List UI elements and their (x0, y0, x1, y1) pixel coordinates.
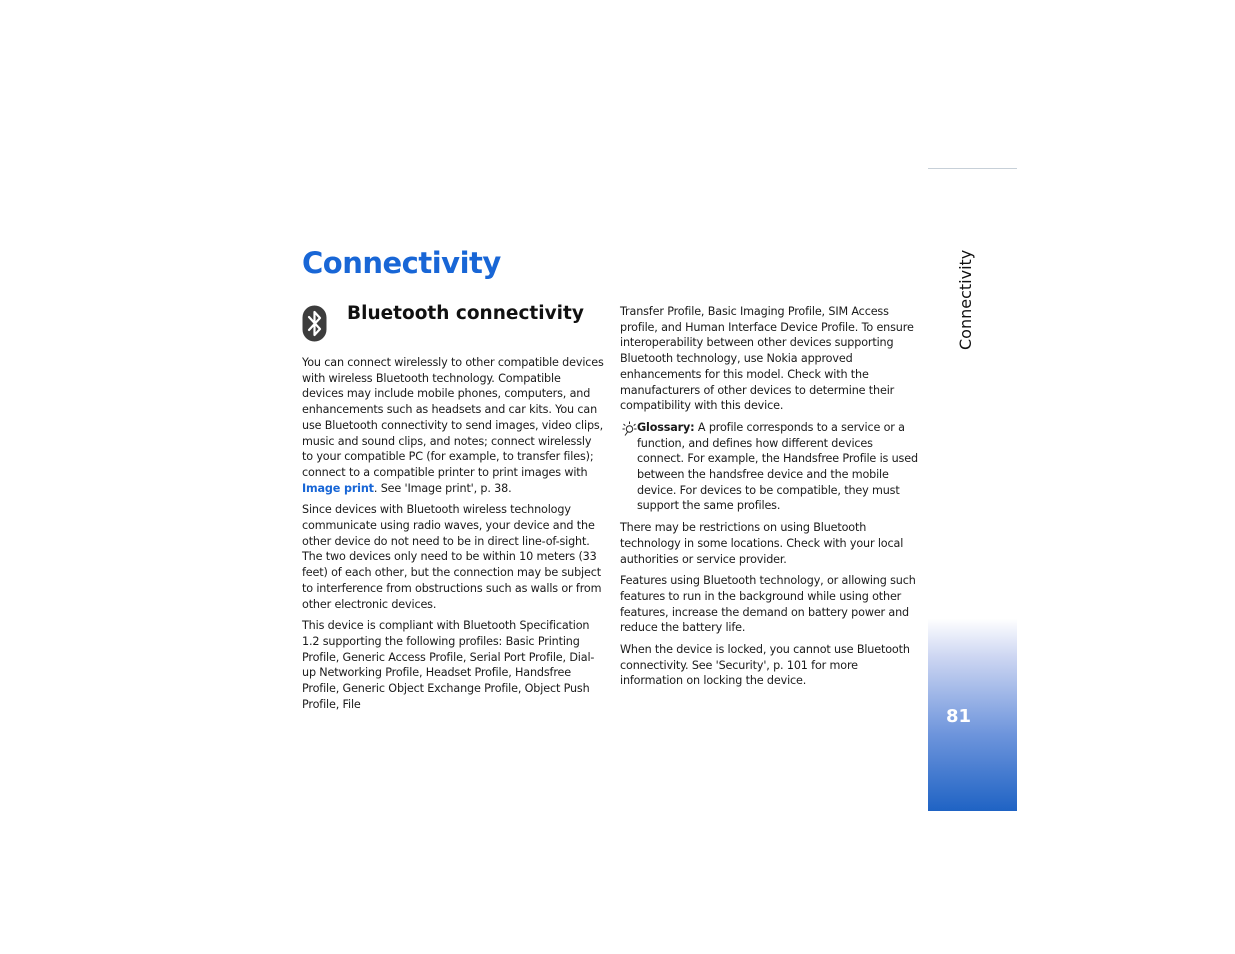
page-title: Connectivity (302, 246, 501, 280)
radio-waves-paragraph: Since devices with Bluetooth wireless technology communicate using radio waves, your device and the other device do not need to be in direct line-of-sight. The two devices only need to be within 10 meters (33 feet) of each other, but the connection may be subject to interference from obstructions such as walls or from other electronic devices. (302, 503, 602, 611)
left-column (302, 355, 604, 718)
page-number: 81 (946, 706, 972, 727)
restrictions-paragraph: There may be restrictions on using Bluetooth technology in some locations. Check with your local authorities or service provider. (620, 521, 904, 566)
section-heading: Bluetooth connectivity (347, 303, 584, 324)
side-tab-label: Connectivity (956, 249, 975, 350)
battery-paragraph: Features using Bluetooth technology, or allowing such features to run in the background while using other features, increase the demand on battery power and reduce the battery life. (620, 574, 916, 635)
intro-paragraph: You can connect wirelessly to other compatible devices with wireless Bluetooth technology. Compatible devices may include mobile phones, computers, and enhancements such as headsets and car kits. You can use Bluetooth connectivity to send images, video clips, music and sound clips, and notes; connect wirelessly to your compatible PC (for example, to transfer files); connect to a compatible printer to print images with Image print. See 'Image print', p. 38. (302, 356, 604, 495)
glossary-note (620, 420, 920, 514)
right-column (620, 304, 920, 695)
locked-paragraph: When the device is locked, you cannot use Bluetooth connectivity. See 'Security', p. 101 for more information on locking the device. (620, 643, 910, 688)
tip-icon (622, 421, 637, 436)
bluetooth-icon (302, 305, 327, 342)
glossary-text: A profile corresponds to a service or a function, and defines how different devices connect. For example, the Handsfree Profile is used between the handsfree device and the mobile device. For devices to be compatible, they must support the same profiles. (637, 420, 918, 513)
profiles-paragraph: This device is compliant with Bluetooth Specification 1.2 supporting the following profiles: Basic Printing Profile, Generic Access Profile, Serial Port Profile, Dial-up Networking Profile, Headset Profile, Handsfree Profile, Generic Object Exchange Profile, Object Push Profile, File (302, 619, 595, 711)
profiles-continued-paragraph: Transfer Profile, Basic Imaging Profile, SIM Access profile, and Human Interface Device Profile. To ensure interoperability between other devices supporting Bluetooth technology, use Nokia approved enhancements for this model. Check with the manufacturers of other devices to determine their compatibility with this device. (620, 305, 914, 413)
image-print-link[interactable]: Image print (302, 481, 374, 495)
glossary-label: Glossary: (637, 420, 695, 434)
